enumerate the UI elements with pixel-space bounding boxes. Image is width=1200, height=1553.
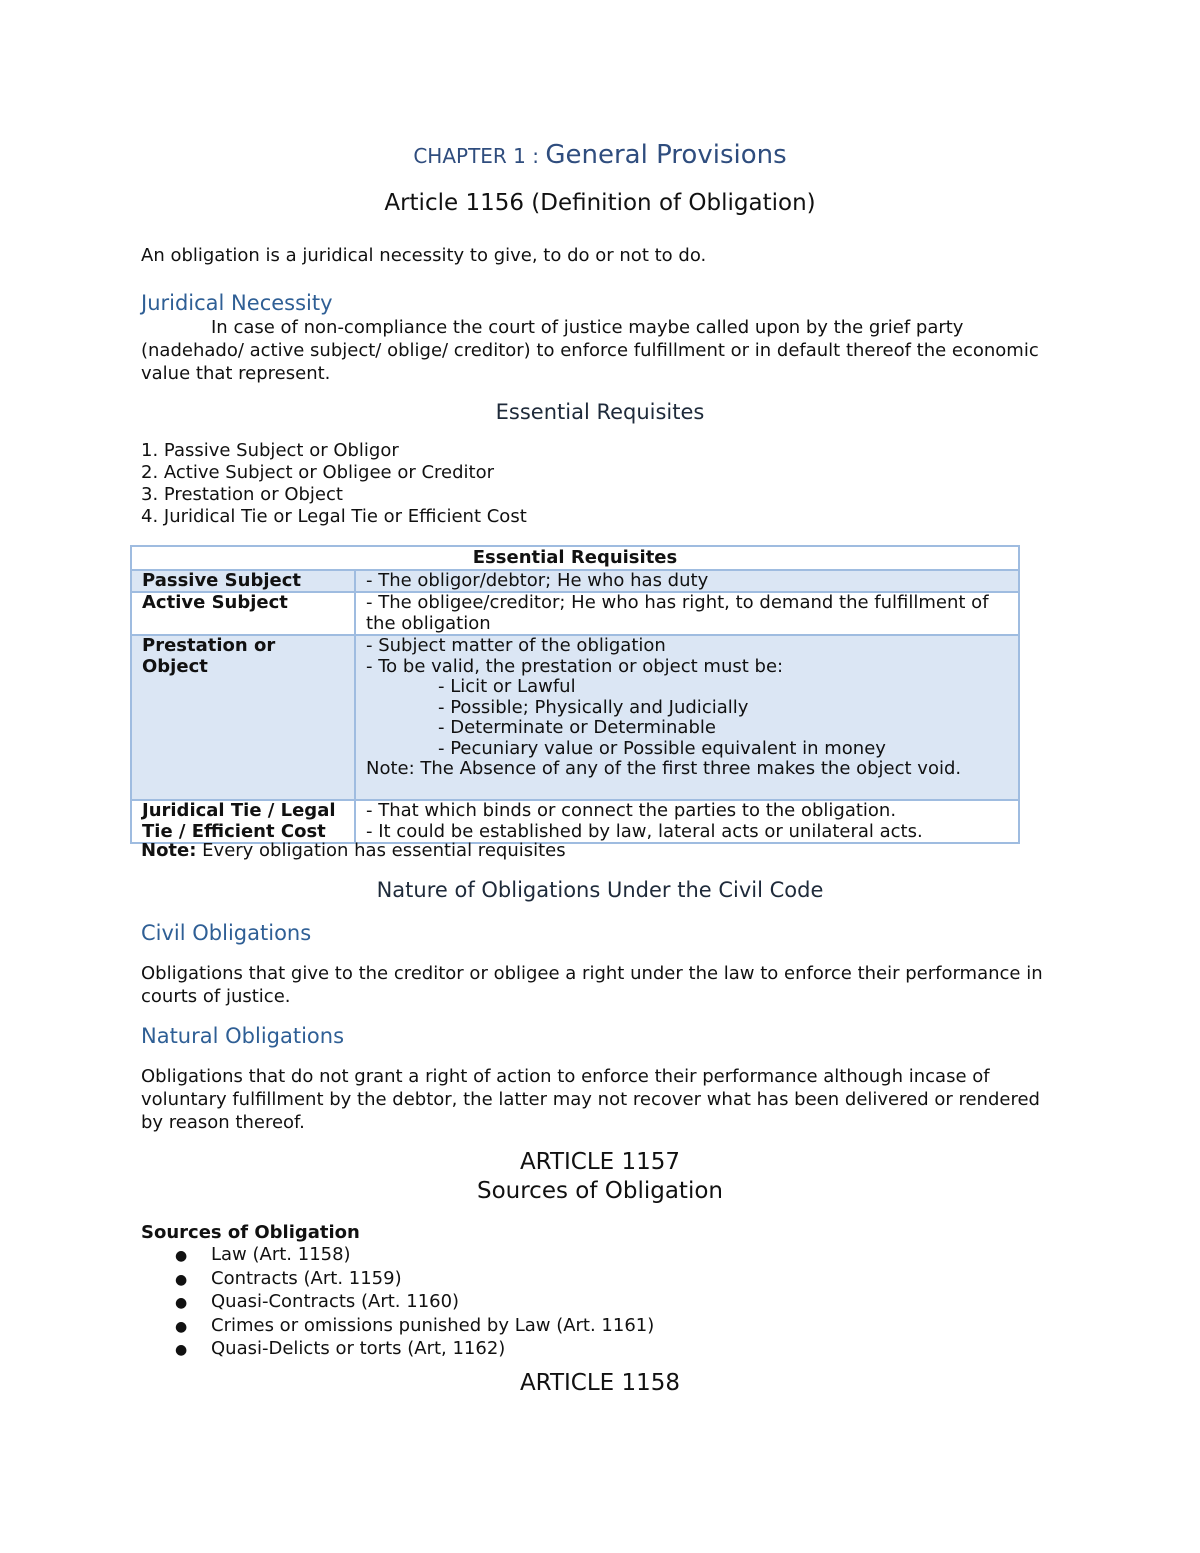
table-line: - To be valid, the prestation or object must be: bbox=[366, 655, 784, 677]
essential-requisites-heading: Essential Requisites bbox=[495, 400, 705, 424]
note-label: Note: bbox=[141, 840, 197, 861]
table-desc bbox=[355, 570, 1019, 593]
table-subline: - Licit or Lawful bbox=[438, 676, 576, 697]
list-item bbox=[175, 1268, 654, 1292]
table-row bbox=[131, 570, 1019, 593]
table-desc bbox=[355, 635, 1019, 800]
list-item-text: Crimes or omissions punished by Law (Art. 1161) bbox=[211, 1314, 655, 1336]
civil-obligations-heading: Civil Obligations bbox=[141, 921, 312, 945]
civil-obligations-text: Obligations that give to the creditor or obligee a right under the law to enforce their performance in courts of justice. bbox=[141, 963, 1043, 1007]
sources-label: Sources of Obligation bbox=[141, 1222, 360, 1243]
table-subline: - Determinate or Determinable bbox=[438, 717, 716, 738]
chapter-heading bbox=[0, 140, 1200, 170]
table-term: Active Subject bbox=[131, 592, 355, 635]
list-item: 3. Prestation or Object bbox=[141, 484, 343, 505]
table-desc bbox=[355, 800, 1019, 843]
sources-list bbox=[175, 1244, 654, 1362]
table-term: Prestation or Object bbox=[131, 635, 355, 800]
chapter-title: General Provisions bbox=[545, 140, 787, 170]
table-line: - The obligor/debtor; He who has duty bbox=[366, 569, 709, 591]
article-1157-subheading: Sources of Obligation bbox=[476, 1178, 723, 1204]
list-item-text: Quasi-Delicts or torts (Art, 1162) bbox=[211, 1338, 506, 1359]
bullet-icon: ● bbox=[175, 1271, 188, 1288]
list-item bbox=[175, 1291, 654, 1315]
natural-obligations-heading: Natural Obligations bbox=[141, 1024, 345, 1048]
table-line: - Subject matter of the obligation bbox=[366, 635, 666, 656]
table-line: - The obligee/creditor; He who has right, to demand the fulfillment of the obligation bbox=[366, 592, 989, 634]
definition-text: An obligation is a juridical necessity to give, to do or not to do. bbox=[141, 245, 707, 266]
table-row bbox=[131, 592, 1019, 635]
bullet-icon: ● bbox=[175, 1248, 188, 1264]
list-item bbox=[175, 1244, 654, 1268]
bullet-icon: ● bbox=[175, 1342, 188, 1358]
list-item-text: Contracts (Art. 1159) bbox=[211, 1267, 402, 1289]
article-1158-heading: ARTICLE 1158 bbox=[519, 1370, 681, 1396]
table-line: - That which binds or connect the parties to the obligation. bbox=[366, 800, 897, 821]
natural-obligations-text: Obligations that do not grant a right of action to enforce their performance although incase of voluntary fulfillment by the debtor, the latter may not recover what has been delivered or rendered by reason thereof. bbox=[141, 1066, 1040, 1133]
table-line: - It could be established by law, lateral acts or unilateral acts. bbox=[366, 820, 923, 842]
list-item: 2. Active Subject or Obligee or Creditor bbox=[141, 462, 495, 483]
table-term: Juridical Tie / Legal Tie / Efficient Cost bbox=[131, 800, 355, 843]
bullet-icon: ● bbox=[175, 1295, 188, 1311]
juridical-necessity-text: In case of non-compliance the court of justice maybe called upon by the grief party (nadehado/ active subject/ oblige/ creditor) to enforce fulfillment or in default thereof the economic value that represent. bbox=[141, 317, 1039, 384]
table-note: Note: The Absence of any of the first three makes the object void. bbox=[366, 758, 962, 779]
nature-heading: Nature of Obligations Under the Civil Code bbox=[376, 878, 824, 902]
list-item bbox=[175, 1315, 654, 1339]
table-subline: - Pecuniary value or Possible equivalent in money bbox=[438, 737, 886, 759]
table-desc bbox=[355, 592, 1019, 635]
table-row bbox=[131, 635, 1019, 800]
table-term: Passive Subject bbox=[131, 570, 355, 593]
list-item bbox=[175, 1338, 654, 1362]
bullet-icon: ● bbox=[175, 1318, 188, 1335]
table-note-line bbox=[141, 840, 566, 862]
table-header: Essential Requisites bbox=[131, 546, 1019, 570]
list-item: 1. Passive Subject or Obligor bbox=[141, 440, 399, 461]
list-item: 4. Juridical Tie or Legal Tie or Efficient Cost bbox=[141, 506, 527, 527]
essential-requisites-table bbox=[130, 545, 1020, 844]
note-text: Every obligation has essential requisites bbox=[196, 840, 566, 861]
chapter-label: CHAPTER 1 : bbox=[413, 144, 546, 168]
juridical-necessity-heading: Juridical Necessity bbox=[141, 291, 333, 315]
essential-requisites-list bbox=[141, 440, 527, 528]
article-1157-heading: ARTICLE 1157 bbox=[519, 1149, 681, 1175]
table-subline: - Possible; Physically and Judicially bbox=[438, 696, 749, 718]
table-row bbox=[131, 800, 1019, 843]
table-header-row bbox=[131, 546, 1019, 570]
list-item-text: Quasi-Contracts (Art. 1160) bbox=[211, 1291, 460, 1312]
list-item-text: Law (Art. 1158) bbox=[211, 1244, 351, 1265]
article-1156-heading: Article 1156 (Definition of Obligation) bbox=[384, 190, 816, 216]
